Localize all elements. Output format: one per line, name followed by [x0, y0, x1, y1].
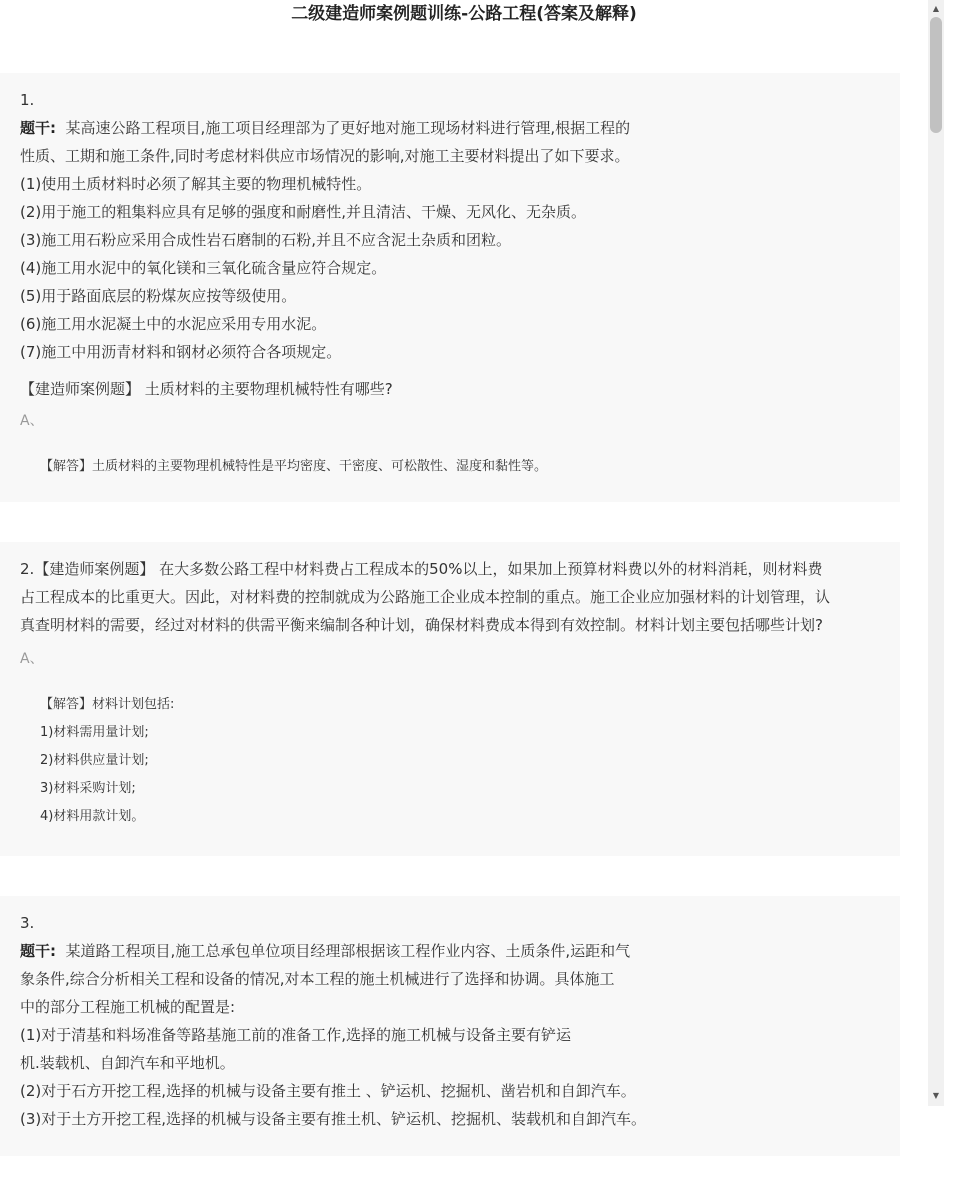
stem-label: 题干:	[20, 942, 56, 960]
question-text-line: 占工程成本的比重更大。因此，对材料费的控制就成为公路施工企业成本控制的重点。施工企业应加强材料的计划管理，认	[20, 588, 831, 606]
question-stem-line	[20, 937, 880, 965]
question-stem-line: (3)对于土方开挖工程,选择的机械与设备主要有推土机、铲运机、挖掘机、装载机和自卸汽车。	[20, 1110, 647, 1128]
question-stem-line: 机.装载机、自卸汽车和平地机。	[20, 1054, 235, 1072]
question-text-line	[20, 555, 880, 583]
question-stem-line: (1)使用土质材料时必须了解其主要的物理机械特性。	[20, 175, 372, 193]
page-title: 二级建造师案例题训练-公路工程(答案及解释)	[291, 4, 637, 24]
scrollbar-thumb[interactable]	[930, 17, 942, 133]
question-stem-line: 中的部分工程施工机械的配置是:	[20, 998, 236, 1016]
question-number: 2.	[20, 560, 35, 578]
answer-line: 3)材料采购计划;	[40, 781, 136, 796]
question-text: 土质材料的主要物理机械特性有哪些?	[144, 380, 393, 398]
question-number: 1.	[20, 91, 35, 109]
stem-label: 题干:	[20, 119, 56, 137]
question-prompt	[20, 375, 880, 403]
question-text-line: 真查明材料的需要，经过对材料的供需平衡来编制各种计划，确保材料费成本得到有效控制。材料计划主要包括哪些计划?	[20, 616, 823, 634]
question-tag: 【建造师案例题】	[34, 560, 155, 578]
question-stem-line: (6)施工用水泥凝土中的水泥应采用专用水泥。	[20, 315, 327, 333]
question-card-2	[0, 542, 900, 856]
answer-line: 2)材料供应量计划;	[40, 753, 149, 768]
question-text: 在大多数公路工程中材料费占工程成本的50%以上，如果加上预算材料费以外的材料消耗，则材料费	[159, 560, 823, 578]
question-stem-line: 象条件,综合分析相关工程和设备的情况,对本工程的施土机械进行了选择和协调。具体施工	[20, 970, 615, 988]
question-stem-line: (3)施工用石粉应采用合成性岩石磨制的石粉,并且不应含泥土杂质和团粒。	[20, 231, 512, 249]
scroll-up-arrow-icon[interactable]: ▲	[932, 4, 940, 13]
question-stem-line	[20, 114, 880, 142]
question-stem-line: (2)用于施工的粗集料应具有足够的强度和耐磨性,并且清洁、干燥、无风化、无杂质。	[20, 203, 587, 221]
question-stem-line: (2)对于石方开挖工程,选择的机械与设备主要有推土 、铲运机、挖掘机、凿岩机和自卸汽车。	[20, 1082, 636, 1100]
answer-line: 【解答】土质材料的主要物理机械特性是平均密度、干密度、可松散性、湿度和黏性等。	[40, 459, 548, 474]
answer-line: 4)材料用款计划。	[40, 809, 145, 824]
question-card-3	[0, 896, 900, 1156]
answer-line: 1)材料需用量计划;	[40, 725, 149, 740]
question-tag: 【建造师案例题】	[20, 380, 141, 398]
question-number: 3.	[20, 914, 35, 932]
question-stem-line: (5)用于路面底层的粉煤灰应按等级使用。	[20, 287, 297, 305]
question-stem-line: (7)施工中用沥青材料和钢材必须符合各项规定。	[20, 343, 342, 361]
question-stem-line: (1)对于清基和料场准备等路基施工前的准备工作,选择的施工机械与设备主要有铲运	[20, 1026, 572, 1044]
question-card-1	[0, 73, 900, 502]
stem-text: 某道路工程项目,施工总承包单位项目经理部根据该工程作业内容、土质条件,运距和气	[65, 942, 631, 960]
question-stem-line: 性质、工期和施工条件,同时考虑材料供应市场情况的影响,对施工主要材料提出了如下要求。	[20, 147, 630, 165]
question-stem-line: (4)施工用水泥中的氧化镁和三氧化硫含量应符合规定。	[20, 259, 387, 277]
scroll-down-arrow-icon[interactable]: ▼	[932, 1091, 940, 1100]
stem-text: 某高速公路工程项目,施工项目经理部为了更好地对施工现场材料进行管理,根据工程的	[65, 119, 631, 137]
answer-line: 【解答】材料计划包括:	[40, 697, 175, 712]
option-a[interactable]: A、	[20, 651, 44, 667]
vertical-scrollbar[interactable]	[928, 0, 944, 1106]
option-a[interactable]: A、	[20, 413, 44, 429]
